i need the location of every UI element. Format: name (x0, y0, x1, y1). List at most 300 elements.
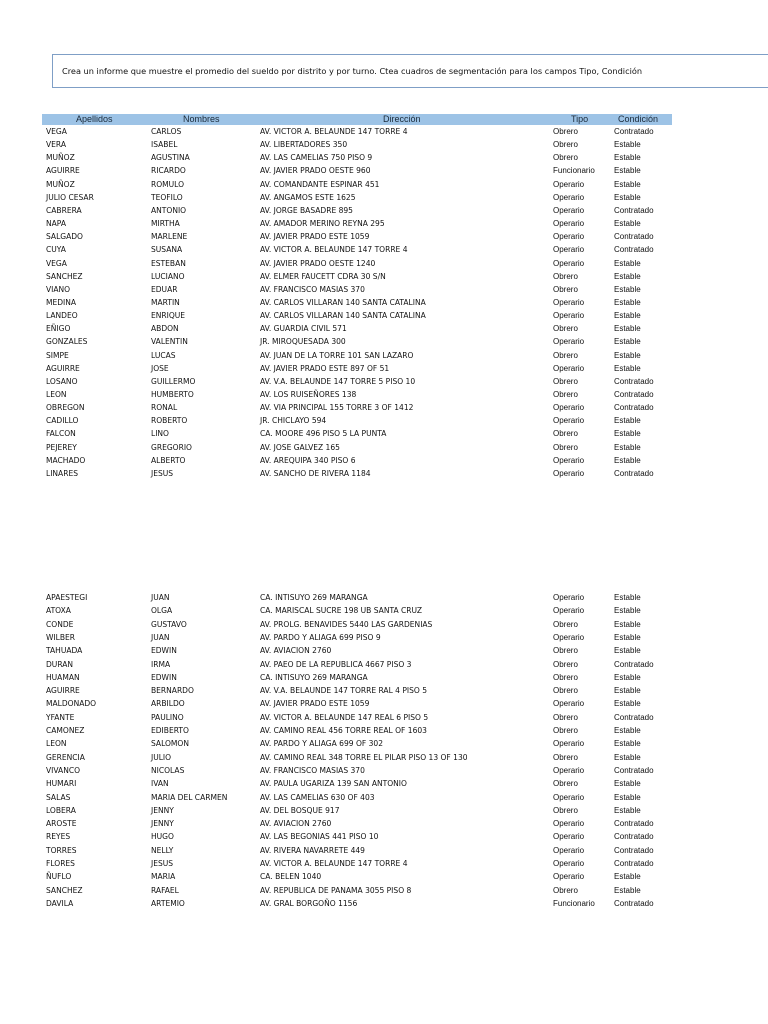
cell-nombre: LUCIANO (151, 270, 185, 281)
cell-condicion: Estable (614, 153, 641, 163)
cell-condicion: Estable (614, 672, 641, 682)
table-row (0, 243, 768, 256)
table-row (0, 697, 768, 710)
cell-tipo: Operario (553, 245, 585, 255)
cell-tipo: Operario (553, 872, 585, 882)
cell-condicion: Estable (614, 311, 641, 321)
cell-tipo: Funcionario (553, 898, 595, 908)
table-row (0, 204, 768, 217)
cell-tipo: Obrero (553, 127, 578, 136)
cell-nombre: GUILLERMO (151, 375, 196, 386)
cell-direccion: AV. LAS CAMELIAS 750 PISO 9 (260, 152, 373, 163)
cell-nombre: JUAN (151, 592, 170, 602)
cell-tipo: Operario (553, 455, 585, 465)
cell-apellido: MACHADO (46, 454, 86, 465)
cell-direccion: AV. JAVIER PRADO ESTE 1059 (260, 698, 370, 709)
cell-tipo: Operario (553, 258, 585, 268)
cell-nombre: NICOLAS (151, 764, 185, 775)
cell-condicion: Estable (614, 792, 641, 802)
cell-condicion: Estable (614, 442, 641, 452)
cell-direccion: CA. MARISCAL SUCRE 198 UB SANTA CRUZ (260, 605, 423, 616)
cell-nombre: MARTIN (151, 296, 180, 307)
table-row (0, 362, 768, 375)
cell-condicion: Contratado (614, 232, 654, 242)
table-row (0, 467, 768, 480)
table-row (0, 283, 768, 296)
cell-tipo: Obrero (553, 284, 578, 294)
cell-tipo: Funcionario (553, 166, 595, 176)
cell-direccion: AV. FRANCISCO MASIAS 370 (260, 764, 365, 775)
cell-tipo: Obrero (553, 646, 578, 656)
cell-direccion: AV. PARDO Y ALIAGA 699 PISO 9 (260, 631, 381, 642)
cell-condicion: Contratado (614, 859, 654, 868)
cell-apellido: LANDEO (46, 310, 78, 321)
cell-nombre: BERNARDO (151, 685, 194, 696)
cell-direccion: AV. PARDO Y ALIAGA 699 OF 302 (260, 738, 383, 749)
table-row (0, 257, 768, 270)
cell-nombre: JENNY (151, 818, 174, 829)
cell-nombre: IRMA (151, 658, 171, 669)
cell-direccion: AV. AREQUIPA 340 PISO 6 (260, 454, 356, 465)
cell-tipo: Operario (553, 859, 585, 868)
cell-nombre: MIRTHA (151, 218, 180, 229)
cell-condicion: Contratado (614, 832, 654, 842)
cell-nombre: SUSANA (151, 244, 183, 255)
cell-condicion: Estable (614, 593, 641, 602)
cell-condicion: Contratado (614, 245, 654, 255)
table-row (0, 751, 768, 764)
cell-apellido: OBREGON (46, 402, 85, 413)
table-row (0, 388, 768, 401)
header-nombres: Nombres (183, 114, 220, 124)
cell-apellido: NAPA (46, 218, 67, 229)
table-row (0, 777, 768, 790)
cell-direccion: AV. CAMINO REAL 348 TORRE EL PILAR PISO 13 OF 130 (260, 751, 468, 762)
table-row (0, 844, 768, 857)
cell-direccion: AV. JAVIER PRADO ESTE 897 OF 51 (260, 362, 390, 373)
cell-direccion: AV. PAULA UGARIZA 139 SAN ANTONIO (260, 778, 407, 789)
cell-condicion: Estable (614, 416, 641, 426)
cell-nombre: NELLY (151, 844, 174, 855)
cell-condicion: Estable (614, 619, 641, 629)
cell-apellido: CUYA (46, 244, 66, 255)
cell-tipo: Operario (553, 832, 585, 842)
cell-condicion: Estable (614, 739, 641, 749)
cell-apellido: LOSANO (46, 375, 78, 386)
cell-tipo: Obrero (553, 153, 578, 163)
table-row (0, 764, 768, 777)
cell-nombre: AGUSTINA (151, 152, 190, 163)
cell-tipo: Obrero (553, 324, 578, 334)
cell-nombre: ARBILDO (151, 698, 185, 709)
cell-condicion: Estable (614, 350, 641, 360)
header-tipo: Tipo (571, 114, 589, 124)
table-row (0, 230, 768, 243)
cell-nombre: PAULINO (151, 711, 184, 722)
cell-apellido: MEDINA (46, 296, 77, 307)
cell-tipo: Obrero (553, 752, 578, 762)
table-header (42, 114, 672, 125)
cell-apellido: AGUIRRE (46, 165, 80, 176)
cell-apellido: YFANTE (46, 711, 75, 722)
cell-direccion: AV. LAS BEGONIAS 441 PISO 10 (260, 831, 379, 842)
cell-direccion: AV. JAVIER PRADO OESTE 1240 (260, 257, 376, 268)
cell-apellido: SANCHEZ (46, 270, 83, 281)
cell-condicion: Contratado (614, 468, 654, 478)
cell-apellido: PEJEREY (46, 441, 77, 452)
cell-direccion: AV. JAVIER PRADO OESTE 960 (260, 165, 371, 176)
cell-tipo: Operario (553, 192, 585, 202)
cell-tipo: Obrero (553, 350, 578, 360)
cell-apellido: MUÑOZ (46, 152, 75, 163)
cell-direccion: AV. LIBERTADORES 350 (260, 139, 348, 150)
cell-tipo: Obrero (553, 805, 578, 815)
cell-tipo: Obrero (553, 140, 578, 150)
cell-tipo: Obrero (553, 712, 578, 722)
cell-apellido: LEON (46, 389, 67, 399)
table-row (0, 870, 768, 883)
cell-nombre: OLGA (151, 605, 173, 616)
cell-direccion: AV. CAMINO REAL 456 TORRE REAL OF 1603 (260, 725, 427, 735)
cell-direccion: AV. COMANDANTE ESPINAR 451 (260, 178, 380, 189)
cell-condicion: Contratado (614, 376, 654, 386)
table-row (0, 724, 768, 737)
cell-nombre: LINO (151, 428, 169, 439)
cell-condicion: Estable (614, 429, 641, 439)
cell-condicion: Estable (614, 455, 641, 465)
cell-nombre: HUMBERTO (151, 389, 194, 399)
cell-tipo: Operario (553, 593, 585, 602)
table-row (0, 217, 768, 230)
cell-direccion: AV. JAVIER PRADO ESTE 1059 (260, 231, 370, 242)
cell-nombre: GUSTAVO (151, 618, 187, 629)
cell-condicion: Estable (614, 699, 641, 709)
cell-tipo: Obrero (553, 686, 578, 696)
table-row (0, 454, 768, 467)
cell-nombre: ARTEMIO (151, 897, 185, 908)
cell-direccion: AV. DEL BOSQUE 917 (260, 804, 340, 815)
cell-nombre: ROBERTO (151, 415, 188, 426)
table-row (0, 857, 768, 870)
cell-condicion: Estable (614, 779, 641, 789)
cell-direccion: AV. AVIACION 2760 (260, 645, 332, 656)
table-row (0, 737, 768, 750)
cell-direccion: AV. JOSE GALVEZ 165 (260, 441, 340, 452)
cell-direccion: AV. ANGAMOS ESTE 1625 (260, 191, 356, 202)
cell-apellido: LEON (46, 738, 67, 749)
cell-tipo: Operario (553, 205, 585, 215)
table-row (0, 125, 768, 138)
cell-apellido: SANCHEZ (46, 884, 83, 895)
cell-tipo: Operario (553, 468, 585, 478)
cell-direccion: AV. VICTOR A. BELAUNDE 147 TORRE 4 (260, 858, 408, 868)
cell-apellido: MALDONADO (46, 698, 97, 709)
cell-direccion: CA. INTISUYO 269 MARANGA (260, 592, 368, 602)
cell-nombre: JOSE (151, 362, 169, 373)
cell-direccion: JR. MIROQUESADA 300 (260, 336, 346, 347)
cell-apellido: TORRES (46, 844, 77, 855)
cell-nombre: JUAN (151, 631, 170, 642)
cell-apellido: LINARES (46, 467, 78, 478)
cell-apellido: DURAN (46, 658, 74, 669)
cell-nombre: EDIBERTO (151, 725, 189, 735)
table-row (0, 884, 768, 897)
cell-direccion: AV. VICTOR A. BELAUNDE 147 TORRE 4 (260, 126, 408, 136)
cell-direccion: AV. AMADOR MERINO REYNA 295 (260, 218, 385, 229)
cell-tipo: Operario (553, 311, 585, 321)
cell-tipo: Obrero (553, 442, 578, 452)
cell-direccion: AV. LAS CAMELIAS 630 OF 403 (260, 791, 375, 802)
cell-nombre: ALBERTO (151, 454, 186, 465)
cell-condicion: Estable (614, 140, 641, 150)
cell-condicion: Estable (614, 363, 641, 373)
header-apellidos: Apellidos (76, 114, 113, 124)
table-row (0, 604, 768, 617)
cell-apellido: SALGADO (46, 231, 84, 242)
table-row (0, 178, 768, 191)
cell-nombre: IVAN (151, 778, 169, 789)
table-row (0, 658, 768, 671)
instruction-box (52, 54, 768, 88)
cell-apellido: SIMPE (46, 349, 69, 360)
table-row (0, 427, 768, 440)
table-row (0, 591, 768, 604)
cell-tipo: Obrero (553, 619, 578, 629)
cell-apellido: GONZALES (46, 336, 88, 347)
cell-direccion: AV. PROLG. BENAVIDES 5440 LAS GARDENIAS (260, 618, 433, 629)
cell-tipo: Operario (553, 792, 585, 802)
table-row (0, 631, 768, 644)
cell-direccion: AV. V.A. BELAUNDE 147 TORRE RAL 4 PISO 5 (260, 685, 428, 696)
cell-nombre: CARLOS (151, 126, 182, 136)
cell-apellido: CAMONEZ (46, 725, 85, 735)
cell-condicion: Estable (614, 284, 641, 294)
cell-direccion: AV. CARLOS VILLARAN 140 SANTA CATALINA (260, 310, 426, 321)
cell-nombre: TEOFILO (151, 191, 183, 202)
cell-nombre: HUGO (151, 831, 174, 842)
table-row (0, 335, 768, 348)
cell-condicion: Estable (614, 646, 641, 656)
cell-direccion: AV. JORGE BASADRE 895 (260, 204, 353, 215)
cell-direccion: CA. INTISUYO 269 MARANGA (260, 671, 368, 682)
cell-tipo: Obrero (553, 659, 578, 669)
table-row (0, 684, 768, 697)
cell-condicion: Estable (614, 297, 641, 307)
cell-tipo: Obrero (553, 271, 578, 281)
cell-condicion: Estable (614, 606, 641, 616)
table-row (0, 618, 768, 631)
cell-condicion: Contratado (614, 819, 654, 829)
cell-apellido: VIANO (46, 283, 71, 294)
cell-condicion: Contratado (614, 898, 654, 908)
cell-apellido: WILBER (46, 631, 76, 642)
cell-direccion: AV. RIVERA NAVARRETE 449 (260, 844, 365, 855)
cell-apellido: VIVANCO (46, 764, 81, 775)
header-direccion: Dirección (383, 114, 421, 124)
cell-nombre: ANTONIO (151, 204, 187, 215)
cell-apellido: VEGA (46, 257, 67, 268)
cell-tipo: Operario (553, 363, 585, 373)
cell-direccion: AV. VIA PRINCIPAL 155 TORRE 3 OF 1412 (260, 402, 414, 413)
cell-nombre: RONAL (151, 402, 178, 413)
cell-apellido: VEGA (46, 126, 67, 136)
cell-nombre: EDWIN (151, 645, 177, 656)
cell-nombre: RAFAEL (151, 884, 179, 895)
cell-condicion: Estable (614, 219, 641, 229)
cell-tipo: Obrero (553, 376, 578, 386)
cell-direccion: AV. PAEO DE LA REPUBLICA 4667 PISO 3 (260, 658, 412, 669)
cell-tipo: Operario (553, 219, 585, 229)
cell-direccion: JR. CHICLAYO 594 (260, 415, 327, 426)
cell-nombre: SALOMON (151, 738, 190, 749)
cell-apellido: EÑIGO (46, 323, 71, 334)
table-row (0, 164, 768, 177)
table-row (0, 138, 768, 151)
cell-tipo: Obrero (553, 726, 578, 735)
cell-direccion: AV. JUAN DE LA TORRE 101 SAN LAZARO (260, 349, 414, 360)
instruction-text: Crea un informe que muestre el promedio del sueldo por distrito y por turno. Ctea cuadros de segmentación para los campos Tipo, Condición (62, 66, 643, 76)
cell-direccion: AV. AVIACION 2760 (260, 818, 332, 829)
cell-apellido: JULIO CESAR (46, 191, 94, 202)
table-row (0, 644, 768, 657)
cell-apellido: MUÑOZ (46, 178, 75, 189)
cell-direccion: AV. GRAL BORGOÑO 1156 (260, 897, 358, 908)
cell-tipo: Obrero (553, 429, 578, 439)
cell-nombre: RICARDO (151, 165, 186, 176)
table-row (0, 296, 768, 309)
cell-tipo: Operario (553, 699, 585, 709)
cell-condicion: Estable (614, 166, 641, 176)
cell-condicion: Contratado (614, 659, 654, 669)
cell-apellido: CABRERA (46, 204, 82, 215)
cell-nombre: EDUAR (151, 283, 178, 294)
table-row (0, 791, 768, 804)
table-row (0, 830, 768, 843)
cell-condicion: Estable (614, 686, 641, 696)
cell-condicion: Estable (614, 337, 641, 347)
cell-nombre: JENNY (151, 804, 174, 815)
cell-condicion: Estable (614, 271, 641, 281)
cell-tipo: Operario (553, 765, 585, 775)
cell-tipo: Obrero (553, 779, 578, 789)
table-row (0, 414, 768, 427)
cell-tipo: Operario (553, 297, 585, 307)
cell-tipo: Operario (553, 416, 585, 426)
cell-tipo: Operario (553, 819, 585, 829)
cell-apellido: FLORES (46, 858, 75, 868)
cell-tipo: Obrero (553, 672, 578, 682)
table-row (0, 804, 768, 817)
cell-direccion: AV. CARLOS VILLARAN 140 SANTA CATALINA (260, 296, 426, 307)
cell-apellido: AGUIRRE (46, 362, 80, 373)
header-condicion: Condición (618, 114, 659, 124)
cell-condicion: Contratado (614, 403, 654, 413)
cell-nombre: LUCAS (151, 349, 176, 360)
cell-condicion: Estable (614, 805, 641, 815)
cell-direccion: AV. SANCHO DE RIVERA 1184 (260, 467, 371, 478)
table-row (0, 401, 768, 414)
cell-tipo: Obrero (553, 885, 578, 895)
cell-direccion: CA. BELEN 1040 (260, 871, 322, 882)
cell-condicion: Contratado (614, 205, 654, 215)
table-row (0, 191, 768, 204)
cell-nombre: ABDON (151, 323, 179, 334)
cell-apellido: HUAMAN (46, 671, 80, 682)
cell-apellido: AROSTE (46, 818, 77, 829)
cell-condicion: Contratado (614, 845, 654, 855)
table-row (0, 270, 768, 283)
cell-apellido: TAHUADA (46, 645, 83, 656)
cell-condicion: Contratado (614, 127, 654, 136)
cell-apellido: CADILLO (46, 415, 79, 426)
cell-nombre: GREGORIO (151, 441, 192, 452)
cell-apellido: LOBERA (46, 804, 76, 815)
cell-condicion: Estable (614, 179, 641, 189)
cell-apellido: HUMARI (46, 778, 77, 789)
table-row (0, 671, 768, 684)
table-row (0, 375, 768, 388)
cell-apellido: SALAS (46, 791, 71, 802)
cell-direccion: AV. ELMER FAUCETT CDRA 30 S/N (260, 270, 386, 281)
table-row (0, 897, 768, 910)
cell-condicion: Estable (614, 192, 641, 202)
cell-condicion: Estable (614, 258, 641, 268)
cell-nombre: MARIA DEL CARMEN (151, 791, 228, 802)
cell-nombre: JESUS (151, 467, 174, 478)
cell-tipo: Operario (553, 403, 585, 413)
cell-nombre: ISABEL (151, 139, 178, 150)
cell-apellido: REYES (46, 831, 71, 842)
cell-apellido: APAESTEGI (46, 592, 88, 602)
cell-nombre: ESTEBAN (151, 257, 186, 268)
cell-direccion: CA. MOORE 496 PISO 5 LA PUNTA (260, 428, 387, 439)
cell-apellido: AGUIRRE (46, 685, 80, 696)
table-row (0, 441, 768, 454)
table-row (0, 322, 768, 335)
cell-apellido: DAVILA (46, 897, 74, 908)
cell-nombre: VALENTIN (151, 336, 188, 347)
cell-nombre: EDWIN (151, 671, 177, 682)
cell-tipo: Operario (553, 179, 585, 189)
cell-tipo: Operario (553, 232, 585, 242)
cell-condicion: Estable (614, 324, 641, 334)
cell-tipo: Operario (553, 845, 585, 855)
cell-direccion: AV. VICTOR A. BELAUNDE 147 TORRE 4 (260, 244, 408, 255)
cell-condicion: Estable (614, 872, 641, 882)
cell-condicion: Estable (614, 752, 641, 762)
cell-direccion: AV. LOS RUISEÑORES 138 (260, 389, 357, 399)
cell-nombre: ROMULO (151, 178, 185, 189)
cell-condicion: Estable (614, 726, 641, 735)
cell-direccion: AV. FRANCISCO MASIAS 370 (260, 283, 365, 294)
cell-condicion: Contratado (614, 765, 654, 775)
cell-nombre: MARIA (151, 871, 176, 882)
table-row (0, 817, 768, 830)
cell-direccion: AV. GUARDIA CIVIL 571 (260, 323, 347, 334)
cell-nombre: MARLENE (151, 231, 188, 242)
table-row (0, 151, 768, 164)
cell-apellido: FALCON (46, 428, 76, 439)
cell-apellido: GERENCIA (46, 751, 85, 762)
cell-apellido: CONDE (46, 618, 74, 629)
cell-tipo: Operario (553, 606, 585, 616)
cell-condicion: Estable (614, 885, 641, 895)
cell-tipo: Operario (553, 739, 585, 749)
cell-tipo: Operario (553, 632, 585, 642)
cell-nombre: ENRIQUE (151, 310, 186, 321)
table-row (0, 349, 768, 362)
cell-apellido: ATOXA (46, 605, 71, 616)
